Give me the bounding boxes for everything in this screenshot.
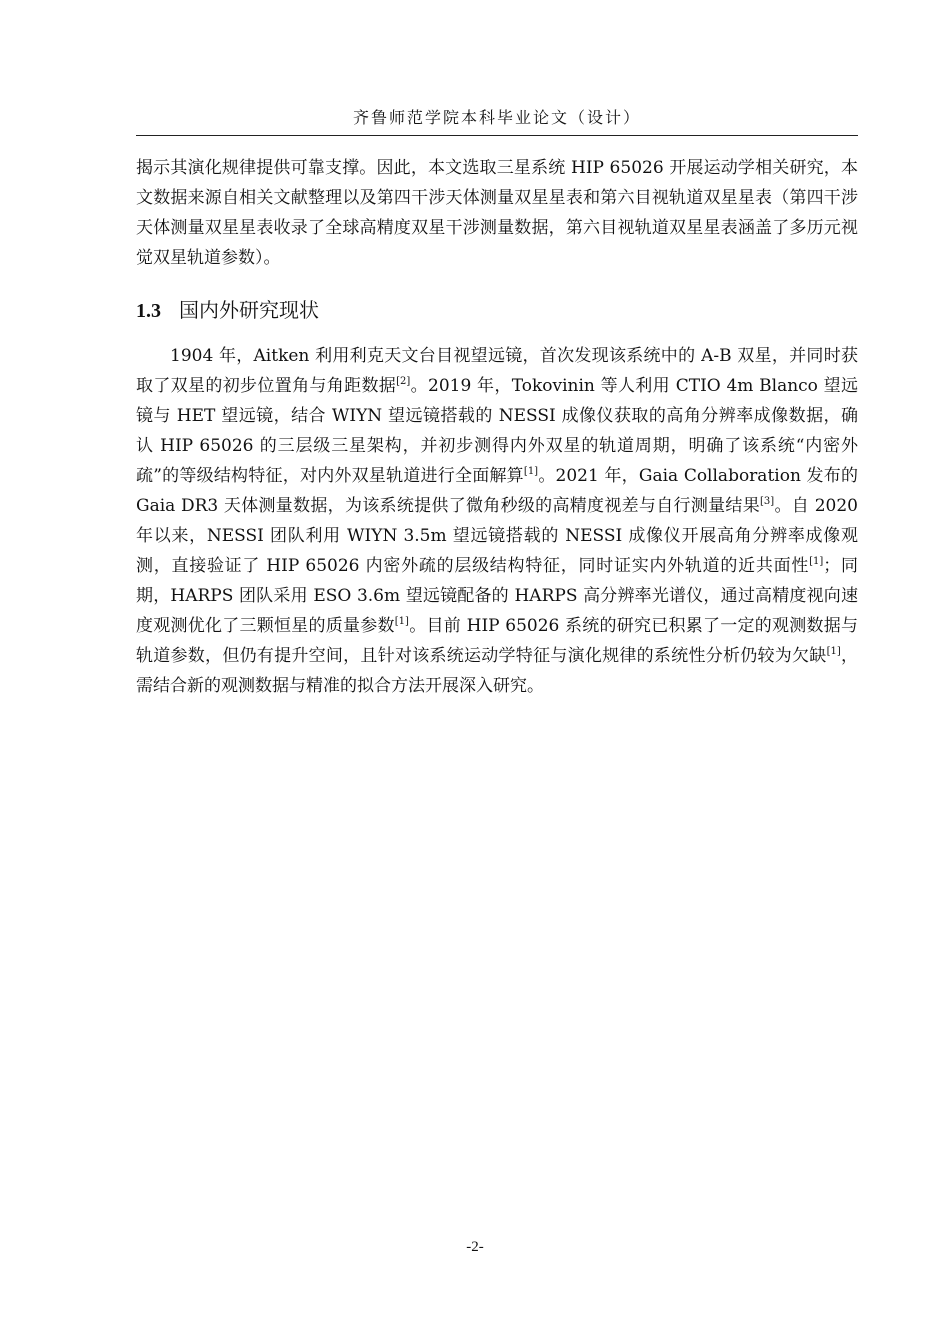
sentence-2: 。2019 年，Tokovinin 等人利用 CTIO 4m Blanco 望远镜与 HET 望远镜，结合 WIYN 望远镜搭载的 NESSI 成像仪获取的高角分辨率成像数据，确认 HIP 65026 的三层级三星架构，并初步测得内外双星的轨道周期，明确了该系统“内密外疏”的等级结构特征，对内外双星轨道进行全面解算: [136, 376, 859, 486]
running-header: 齐鲁师范学院本科毕业论文（设计）: [352, 108, 641, 127]
citation-1b: [1]: [809, 556, 824, 567]
section-heading: [136, 295, 319, 326]
header-divider: [136, 135, 858, 136]
page-number: -2-: [466, 1239, 484, 1255]
sentence-1: 1904 年，Aitken 利用利克天文台目视望远镜，首次发现该系统中的 A-B 双星，并同时获取了双星的初步位置角与角距数据: [136, 346, 858, 396]
citation-3: [3]: [759, 496, 775, 507]
sentence-6: 。目前 HIP 65026 系统的研究已积累了一定的观测数据与轨道参数，但仍有提升空间，且针对该系统运动学特征与演化规律的系统性分析仍较为欠缺: [136, 616, 859, 666]
citation-1c: [1]: [394, 616, 409, 627]
paragraph-continuation: 揭示其演化规律提供可靠支撑。因此，本文选取三星系统 HIP 65026 开展运动学相关研究，本文数据来源自相关文献整理以及第四干涉天体测量双星星表和第六目视轨道双星星表（第四干涉天体测量双星星表收录了全球高精度双星干涉测量数据，第六目视轨道双星星表涵盖了多历元视觉双星轨道参数）。: [136, 158, 858, 268]
section-title: 国内外研究现状: [179, 298, 319, 322]
citation-1a: [1]: [523, 466, 539, 477]
sentence-7: ，需结合新的观测数据与精准的拟合方法开展深入研究。: [136, 646, 858, 696]
sentence-5: ；同期，HARPS 团队采用 ESO 3.6m 望远镜配备的 HARPS 高分辨率光谱仪，通过高精度视向速度观测优化了三颗恒星的质量参数: [136, 556, 858, 636]
sentence-3: 。2021 年，Gaia Collaboration 发布的 Gaia DR3 天体测量数据，为该系统提供了微角秒级的高精度视差与自行测量结果: [136, 466, 858, 516]
citation-2: [2]: [396, 376, 411, 387]
section-number: 1.3: [136, 300, 161, 322]
citation-1d: [1]: [826, 646, 841, 657]
paragraph-research-status: [136, 341, 858, 701]
sentence-4: 。自 2020 年以来，NESSI 团队利用 WIYN 3.5m 望远镜搭载的 NESSI 成像仪开展高角分辨率成像观测，直接验证了 HIP 65026 内密外疏的层级结构特征，同时证实内外轨道的近共面性: [136, 496, 858, 576]
